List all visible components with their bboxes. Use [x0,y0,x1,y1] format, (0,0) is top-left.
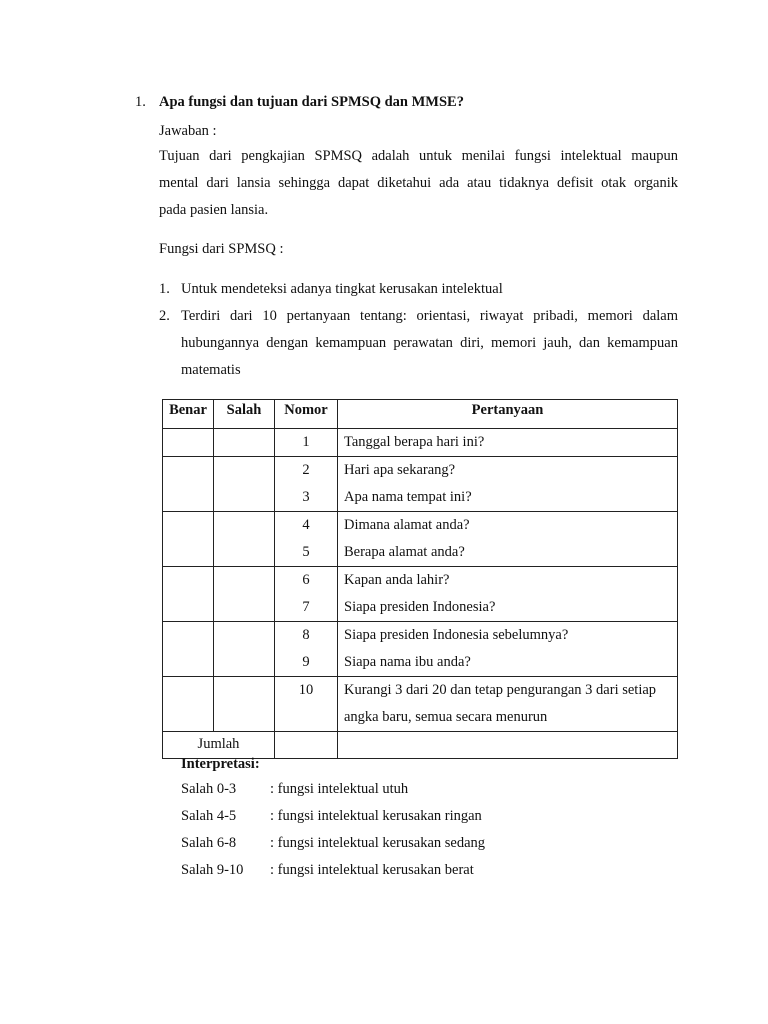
benar-cell[interactable] [163,457,214,512]
nomor-cell: 1 [275,429,338,457]
interpretation-meaning: : fungsi intelektual kerusakan sedang [270,835,486,851]
header-benar: Benar [163,400,214,429]
nomor-cell: 2 3 [275,457,338,512]
list-item-number: 2. [159,308,170,324]
salah-cell[interactable] [214,429,275,457]
benar-cell[interactable] [163,567,214,622]
pertanyaan-cell: Kapan anda lahir? Siapa presiden Indonesia? [338,567,678,622]
interpretation-heading: Interpretasi: [181,756,260,772]
interpretation-meaning: : fungsi intelektual kerusakan berat [270,862,474,878]
paragraph-line-3: pada pasien lansia. [159,202,269,218]
salah-cell[interactable] [214,622,275,677]
benar-cell[interactable] [163,512,214,567]
pertanyaan-cell: Kurangi 3 dari 20 dan tetap pengurangan 3 dari setiap angka baru, semua secara menurun [338,677,678,732]
pertanyaan-cell: Tanggal berapa hari ini? [338,429,678,457]
table-row [163,457,678,512]
paragraph-line-2: mental dari lansia sehingga dapat diketahui ada atau tidaknya defisit otak organik [159,175,678,191]
pertanyaan-cell: Dimana alamat anda? Berapa alamat anda? [338,512,678,567]
interpretation-range: Salah 0-3 [181,781,237,797]
nomor-cell: 4 5 [275,512,338,567]
header-nomor: Nomor [275,400,338,429]
interpretation-range: Salah 9-10 [181,862,244,878]
answer-label: Jawaban : [159,123,217,139]
salah-cell[interactable] [214,567,275,622]
list-item-text: Terdiri dari 10 pertanyaan tentang: orientasi, riwayat pribadi, memori dalam [181,308,678,324]
jumlah-nomor-cell[interactable] [275,732,338,759]
nomor-cell: 8 9 [275,622,338,677]
salah-cell[interactable] [214,677,275,732]
benar-cell[interactable] [163,622,214,677]
table-header-row [163,400,678,429]
nomor-cell: 10 [275,677,338,732]
list-item-number: 1. [159,281,170,297]
table-row [163,567,678,622]
interpretation-meaning: : fungsi intelektual utuh [270,781,409,797]
question-title: Apa fungsi dan tujuan dari SPMSQ dan MMSE? [159,94,464,110]
jumlah-value-cell[interactable] [338,732,678,759]
list-item-text: hubungannya dengan kemampuan perawatan diri, memori jauh, dan kemampuan [181,335,678,351]
fungsi-heading: Fungsi dari SPMSQ : [159,241,284,257]
interpretation-item [181,861,474,879]
salah-cell[interactable] [214,512,275,567]
spmsq-table [162,399,678,759]
paragraph-line-1: Tujuan dari pengkajian SPMSQ adalah untuk menilai fungsi intelektual maupun [159,148,678,164]
salah-cell[interactable] [214,457,275,512]
interpretation-range: Salah 4-5 [181,808,237,824]
interpretation-range: Salah 6-8 [181,835,237,851]
header-pertanyaan: Pertanyaan [338,400,678,429]
interpretation-meaning: : fungsi intelektual kerusakan ringan [270,808,482,824]
interpretation-item [181,780,408,798]
list-item-text: matematis [181,362,241,378]
header-salah: Salah [214,400,275,429]
interpretation-item [181,807,482,825]
nomor-cell: 6 7 [275,567,338,622]
benar-cell[interactable] [163,429,214,457]
table-row [163,512,678,567]
table-row [163,622,678,677]
table-row [163,429,678,457]
pertanyaan-cell: Siapa presiden Indonesia sebelumnya? Siapa nama ibu anda? [338,622,678,677]
benar-cell[interactable] [163,677,214,732]
question-number: 1. [135,94,146,110]
table-row [163,677,678,732]
pertanyaan-cell: Hari apa sekarang? Apa nama tempat ini? [338,457,678,512]
interpretation-item [181,834,485,852]
list-item-text: Untuk mendeteksi adanya tingkat kerusakan intelektual [181,281,503,297]
jumlah-label: Jumlah [163,732,275,759]
